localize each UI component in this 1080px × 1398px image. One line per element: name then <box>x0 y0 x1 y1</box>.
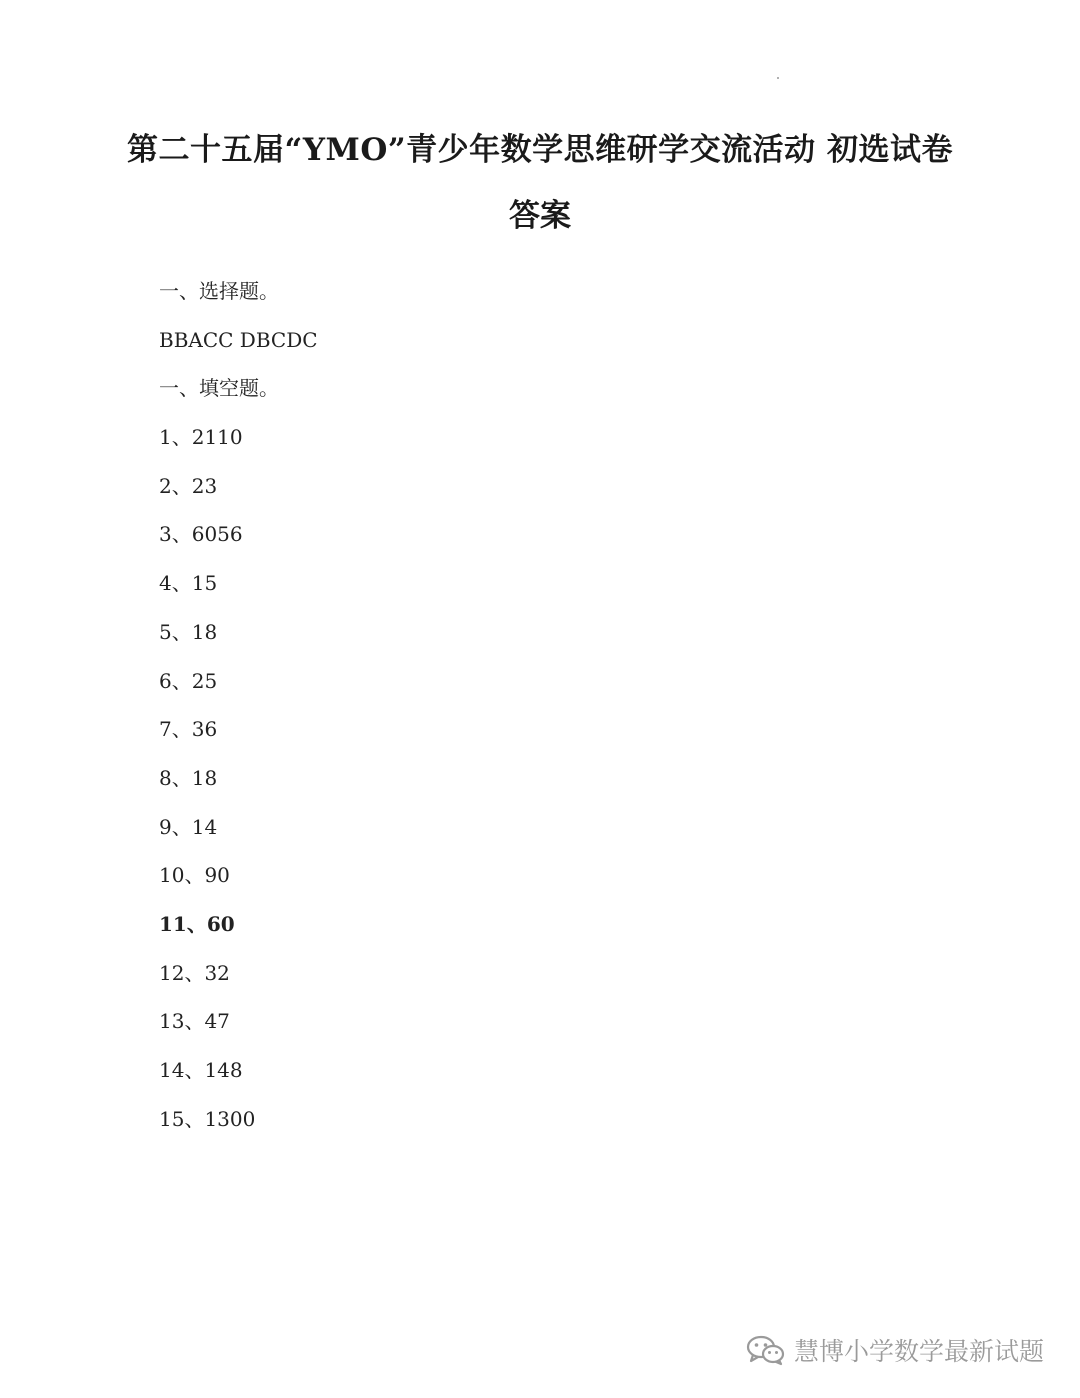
answer-list <box>159 277 959 1153</box>
answer-line: BBACC DBCDC <box>159 327 318 352</box>
answer-line: 12、32 <box>159 960 230 985</box>
answer-line: 4、15 <box>159 571 218 596</box>
answer-line: 2、23 <box>159 473 218 498</box>
answer-line: 8、18 <box>159 765 218 790</box>
document-subtitle: 答案 <box>509 198 571 234</box>
document-title: 第二十五届“YMO”青少年数学思维研学交流活动 初选试卷 <box>127 132 953 168</box>
answer-line: 5、18 <box>159 619 218 644</box>
answer-line: 13、47 <box>159 1009 230 1034</box>
answer-line: 9、14 <box>159 814 218 839</box>
watermark <box>746 1332 1044 1368</box>
scan-speck <box>777 77 779 79</box>
answer-line: 一、选择题。 <box>159 279 279 303</box>
watermark-text: 慧博小学数学最新试题 <box>793 1337 1044 1366</box>
answer-line: 15、1300 <box>159 1106 256 1131</box>
answer-line: 10、90 <box>159 863 230 888</box>
answer-line: 14、148 <box>159 1058 243 1082</box>
wechat-icon <box>746 1334 786 1366</box>
answer-line: 1、2110 <box>159 425 243 450</box>
answer-line: 7、36 <box>159 717 218 742</box>
answer-line: 一、填空题。 <box>159 376 279 401</box>
answer-line: 11、60 <box>159 911 235 936</box>
answer-line: 3、6056 <box>159 522 243 547</box>
answer-line: 6、25 <box>159 668 218 693</box>
